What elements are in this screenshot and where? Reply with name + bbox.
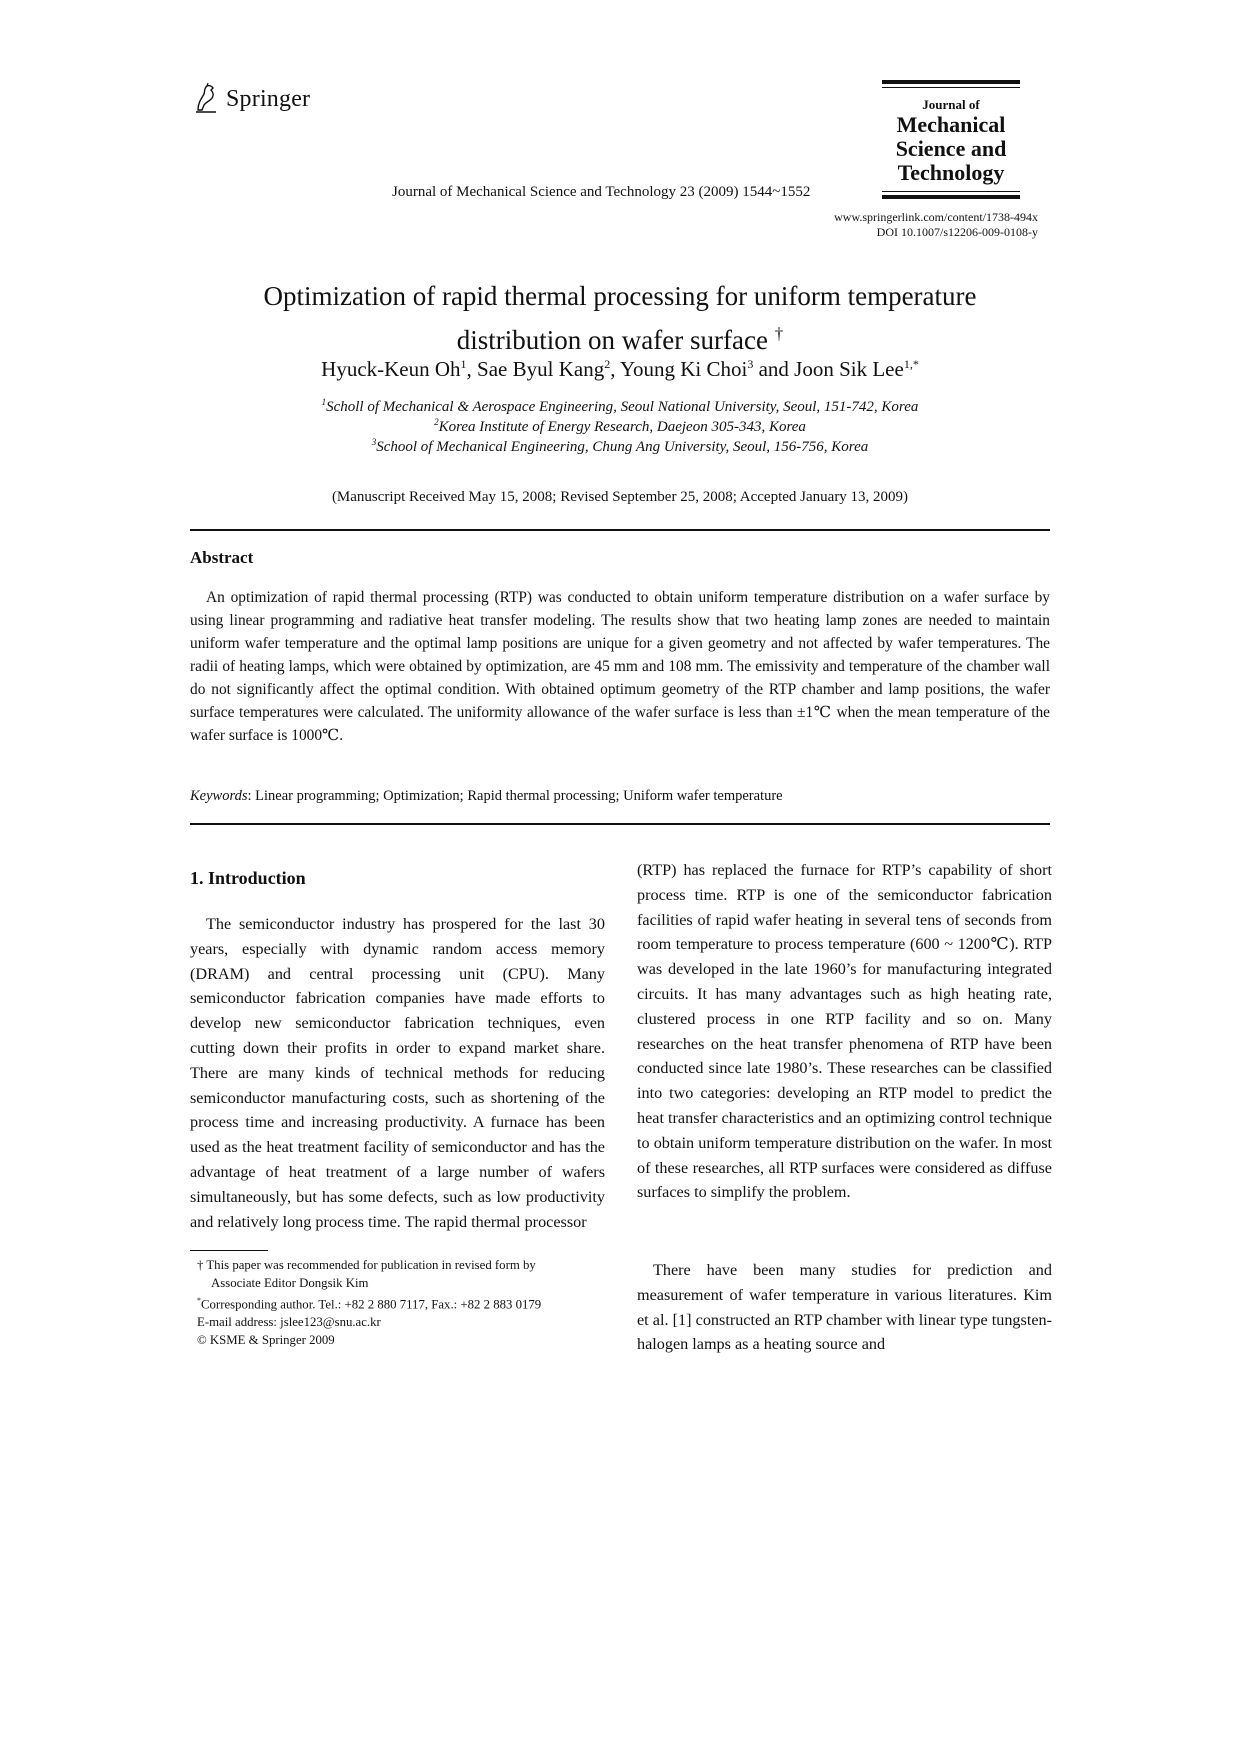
footnote-copyright: © KSME & Springer 2009 — [197, 1333, 335, 1348]
footnote-recommendation-cont: Associate Editor Dongsik Kim — [211, 1276, 369, 1290]
footnote-corresponding — [197, 1292, 605, 1313]
badge-line-1: Mechanical — [896, 112, 1006, 137]
badge-rule — [882, 80, 1020, 84]
badge-line-3: Technology — [897, 160, 1005, 185]
keywords — [190, 788, 783, 805]
right-column-paragraph-2: There have been many studies for prediction and measurement of wafer temperature in various literatures. Kim et al. [1] constructed an RTP chamber with linear type tungsten-halogen lamps as a heating source and — [637, 1261, 1052, 1354]
author-sup: 1,* — [903, 357, 919, 371]
author-name: Young Ki Choi — [619, 357, 748, 381]
author-separator: and — [753, 357, 795, 381]
affiliation-text: School of Mechanical Engineering, Chung Ang University, Seoul, 156-756, Korea — [376, 439, 869, 455]
footnote-corresponding-text: Corresponding author. Tel.: +82 2 880 7117, Fax.: +82 2 883 0179 — [201, 1297, 542, 1312]
author-sup: 2 — [604, 357, 611, 371]
journal-badge — [882, 80, 1020, 199]
author-name: Hyuck-Keun Oh — [321, 357, 461, 381]
affiliation — [150, 437, 1090, 456]
author-sup: 3 — [747, 357, 754, 371]
divider — [190, 529, 1050, 531]
affiliation-text: Korea Institute of Energy Research, Daejeon 305-343, Korea — [438, 419, 806, 435]
manuscript-dates: (Manuscript Received May 15, 2008; Revised September 25, 2008; Accepted January 13, 2009) — [331, 489, 909, 505]
right-column-paragraph-1: (RTP) has replaced the furnace for RTP’s capability of short process time. RTP is one of the semiconductor fabrication facilities of rapid wafer heating in several tens of seconds from room temperature to process temperature (600 ~ 1200℃). RTP was developed in the late 1960’s for manufacturing integrated circuits. It has many advantages such as high heating rate, clustered process in one RTP facility and so on. Many researches on the heat transfer phenomena of RTP have been conducted since late 1980’s. These researches can be classified into two categories: developing an RTP model to predict the heat transfer characteristics and an optimizing control technique to obtain uniform temperature distribution on the wafer. In most of these researches, all RTP surfaces were considered as diffuse surfaces to simplify the problem. — [637, 861, 1052, 1202]
badge-rule — [882, 195, 1020, 199]
footnotes — [197, 1256, 605, 1349]
footnote-divider — [190, 1250, 268, 1251]
doi: DOI 10.1007/s12206-009-0108-y — [876, 225, 1038, 239]
badge-journal-of: Journal of — [922, 97, 980, 112]
divider — [190, 823, 1050, 825]
abstract-body: An optimization of rapid thermal processing (RTP) was conducted to obtain uniform temperature distribution on a wafer surface by using linear programming and radiative heat transfer modeling. The results show that two heating lamp zones are needed to maintain uniform wafer temperature and the optimal lamp positions are unique for a given geometry and not affected by wafer temperatures. The radii of heating lamps, which were obtained by optimization, are 45 mm and 108 mm. The emissivity and temperature of the chamber wall do not significantly affect the optimal condition. With obtained optimum geometry of the RTP chamber and lamp positions, the wafer surface temperatures were calculated. The uniformity allowance of the wafer surface is less than ±1℃ when the mean temperature of the wafer surface is 1000℃. — [190, 589, 1050, 744]
title-line-2: distribution on wafer surface — [456, 325, 768, 355]
affiliation-sup: 2 — [434, 417, 439, 427]
affiliation-sup: 3 — [371, 437, 377, 447]
springer-horse-icon — [190, 82, 222, 116]
badge-line-2: Science and — [895, 136, 1007, 161]
keywords-text: : Linear programming; Optimization; Rapid thermal processing; Uniform wafer temperature — [247, 788, 783, 804]
author-separator: , — [610, 357, 620, 381]
paper-title — [150, 278, 1090, 359]
affiliation — [150, 417, 1090, 436]
keywords-label: Keywords — [190, 788, 248, 804]
footnote-recommendation: † This paper was recommended for publication in revised form by — [197, 1258, 536, 1272]
abstract-heading: Abstract — [190, 548, 254, 567]
author-name: Joon Sik Lee — [794, 357, 904, 381]
title-footnote-mark: † — [774, 324, 784, 343]
affiliation-sup: 1 — [321, 397, 327, 407]
author-separator: , — [466, 357, 478, 381]
badge-rule — [882, 87, 1020, 88]
springer-logo — [190, 82, 310, 116]
title-line-1: Optimization of rapid thermal processing for uniform temperature — [263, 281, 977, 311]
badge-rule — [882, 191, 1020, 192]
author-list — [150, 357, 1090, 382]
section-heading: 1. Introduction — [190, 868, 306, 888]
affiliation-text: Scholl of Mechanical & Aerospace Engineering, Seoul National University, Seoul, 151-742, Korea — [326, 399, 919, 415]
springer-url[interactable]: www.springerlink.com/content/1738-494x — [834, 210, 1038, 224]
author-sup: 1 — [460, 357, 467, 371]
journal-citation: Journal of Mechanical Science and Technology 23 (2009) 1544~1552 — [392, 184, 811, 200]
author-name: Sae Byul Kang — [477, 357, 605, 381]
springer-logo-text: Springer — [226, 85, 311, 112]
affiliation — [150, 397, 1090, 416]
footnote-email[interactable]: E-mail address: jslee123@snu.ac.kr — [197, 1315, 381, 1330]
footnote-sup: * — [197, 1296, 201, 1305]
left-column-text: The semiconductor industry has prospered for the last 30 years, especially with dynamic random access memory (DRAM) and central processing unit (CPU). Many semiconductor fabrication companies have made efforts to develop new semiconductor fabrication techniques, even cutting down their profits in order to expand market share. There are many kinds of technical methods for reducing semiconductor manufacturing costs, such as shortening of the process time and increasing productivity. A furnace has been used as the heat treatment facility of semiconductor and has the advantage of heat treatment of a large number of wafers simultaneously, but has some defects, such as low productivity and relatively long process time. The rapid thermal processor — [190, 915, 605, 1231]
